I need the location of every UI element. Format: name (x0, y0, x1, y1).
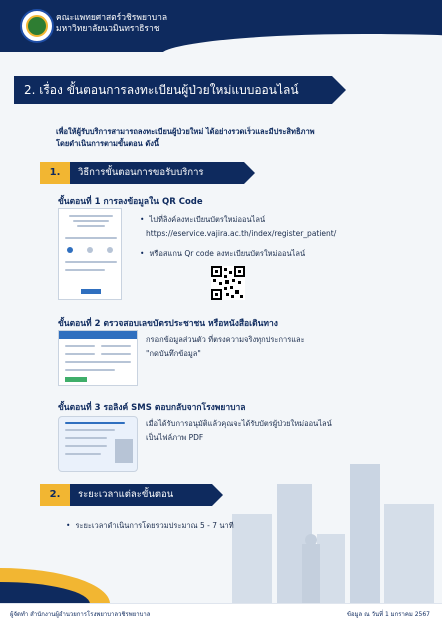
footer-date: ข้อมูล ณ วันที่ 1 มกราคม 2567 (346, 611, 430, 618)
header (0, 0, 442, 52)
org-line2: มหาวิทยาลัยนวมินทราธิราช (56, 24, 160, 34)
section1-number: 1. (40, 162, 70, 184)
intro-text (56, 126, 396, 150)
background-city-illustration (222, 444, 442, 604)
step2-title: ขั้นตอนที่ 2 ตรวจสอบเลขบัตรประชาชน หรือหนังสือเดินทาง (58, 319, 278, 329)
step2-screenshot (58, 330, 138, 386)
registration-qr-code[interactable] (211, 266, 245, 300)
step1-bullet2: • หรือสแกน Qr code ลงทะเบียนบัตรใหม่ออนไลน์ (140, 248, 305, 259)
intro-line2: โดยดำเนินการตามขั้นตอน ดังนี้ (56, 139, 160, 148)
header-wave (160, 34, 442, 62)
section1-label: วิธีการขั้นตอนการขอรับบริการ (70, 162, 244, 184)
faculty-logo (20, 9, 54, 43)
step1-screenshot (58, 208, 122, 300)
section2-number: 2. (40, 484, 70, 506)
footer-author: ผู้จัดทำ สำนักงานผู้อำนวยการโรงพยาบาลวชิรพยาบาล (10, 611, 151, 618)
step3-title: ขั้นตอนที่ 3 รอลิงค์ SMS ตอบกลับจากโรงพยาบาล (58, 403, 246, 413)
step2-line1: กรอกข้อมูลส่วนตัว ที่ตรงความจริงทุกประการและ (146, 335, 305, 344)
step3-patient-card (58, 416, 138, 472)
page-title: 2. เรื่อง ขั้นตอนการลงทะเบียนผู้ป่วยใหม่แบบออนไลน์ (14, 76, 332, 104)
step1-url[interactable]: https://eservice.vajira.ac.th/index/register_patient/ (146, 229, 337, 238)
organization-name (56, 13, 167, 35)
step2-line2: "กดบันทึกข้อมูล" (146, 349, 201, 358)
step3-line2: เป็นไฟล์ภาพ PDF (146, 433, 204, 442)
section2-label: ระยะเวลาแต่ละขั้นตอน (70, 484, 212, 506)
step1-title: ขั้นตอนที่ 1 การลงข้อมูลใน QR Code (58, 197, 203, 207)
footer (0, 603, 442, 624)
intro-line1: เพื่อให้ผู้รับบริการสามารถลงทะเบียนผู้ป่วยใหม่ ได้อย่างรวดเร็วและมีประสิทธิภาพ (56, 127, 315, 136)
duration-text: • ระยะเวลาดำเนินการโดยรวมประมาณ 5 - 7 นาที (66, 520, 234, 531)
org-line1: คณะแพทยศาสตร์วชิรพยาบาล (56, 13, 168, 23)
step1-bullet1: • ไปที่ลิงค์ลงทะเบียนบัตรใหม่ออนไลน์ (140, 214, 265, 225)
step3-line1: เมื่อได้รับการอนุมัติแล้วคุณจะได้รับบัตรผู้ป่วยใหม่ออนไลน์ (146, 419, 332, 428)
